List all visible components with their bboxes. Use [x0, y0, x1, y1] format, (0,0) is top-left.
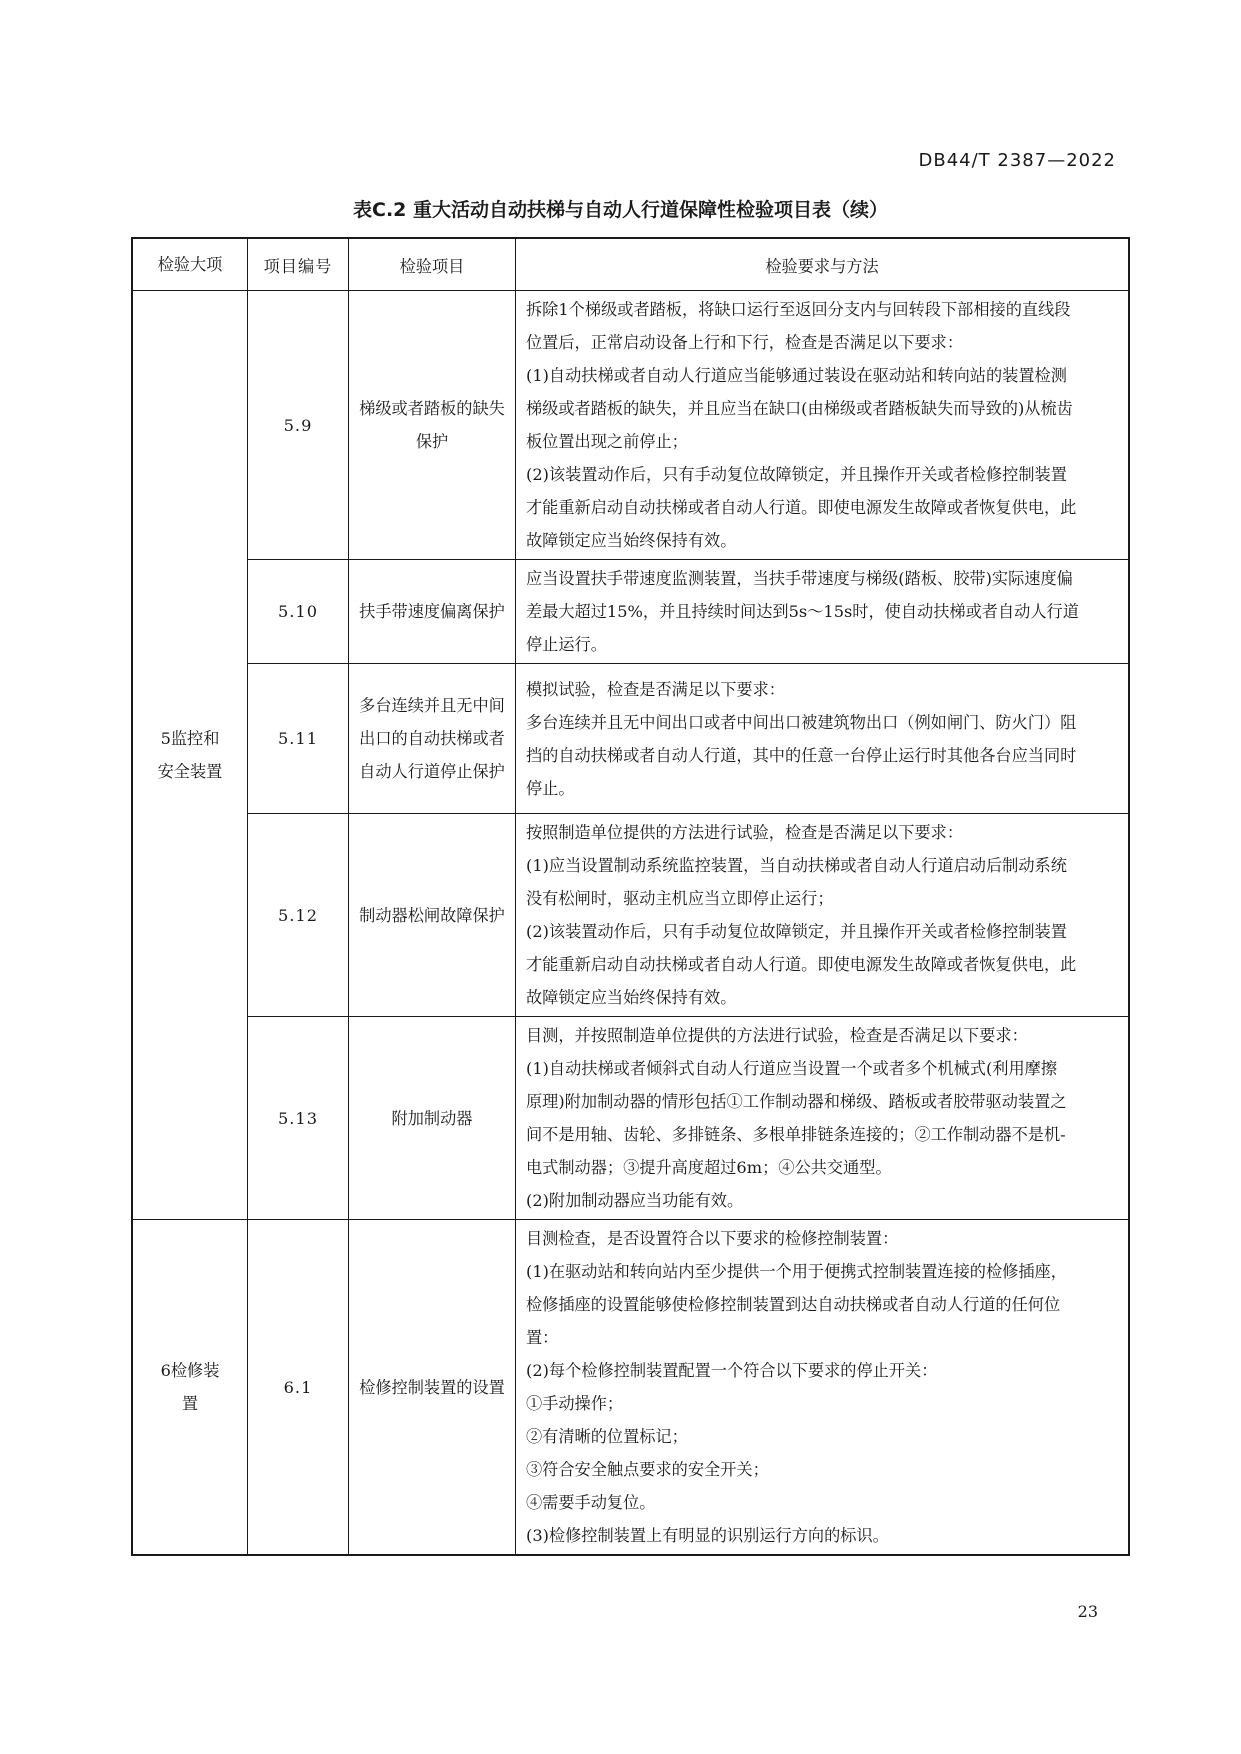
table-row [132, 814, 1129, 1017]
item-name: 检修控制装置的设置 [349, 1220, 516, 1556]
inspection-table [131, 237, 1130, 1556]
requirement-line: 故障锁定应当始终保持有效。 [526, 988, 737, 1007]
requirement-cell [516, 560, 1130, 664]
item-name: 多台连续并且无中间出口的自动扶梯或者自动人行道停止保护 [349, 664, 516, 814]
column-header: 检验项目 [349, 238, 516, 291]
item-number: 5.9 [248, 291, 349, 560]
item-name: 扶手带速度偏离保护 [349, 560, 516, 664]
requirement-line: ④需要手动复位。 [526, 1493, 656, 1512]
requirement-line: 间不是用轴、齿轮、多排链条、多根单排链条连接的；②工作制动器不是机- [526, 1125, 1066, 1144]
requirement-line: ②有清晰的位置标记； [526, 1427, 688, 1446]
standard-code: DB44/T 2387—2022 [918, 150, 1116, 171]
column-header: 检验要求与方法 [516, 238, 1130, 291]
requirement-line: (1)应当设置制动系统监控装置，当自动扶梯或者自动人行道启动后制动系统 [526, 856, 1067, 875]
requirement-line: 才能重新启动自动扶梯或者自动人行道。即使电源发生故障或者恢复供电，此 [526, 955, 1077, 974]
page-number: 23 [1077, 1602, 1098, 1621]
requirement-line: 位置后，正常启动设备上行和下行，检查是否满足以下要求： [526, 333, 964, 352]
requirement-line: 没有松闸时，驱动主机应当立即停止运行； [526, 889, 834, 908]
requirement-line: ①手动操作； [526, 1394, 624, 1413]
requirement-line: 拆除1个梯级或者踏板，将缺口运行至返回分支内与回转段下部相接的直线段 [526, 300, 1071, 319]
item-number: 5.12 [248, 814, 349, 1017]
requirement-line: 目测，并按照制造单位提供的方法进行试验，检查是否满足以下要求： [526, 1026, 1028, 1045]
requirement-line: 多台连续并且无中间出口或者中间出口被建筑物出口（例如闸门、防火门）阻 [526, 712, 1077, 732]
requirement-cell [516, 1220, 1130, 1556]
requirement-line: 模拟试验，检查是否满足以下要求： [526, 679, 785, 699]
table-row [132, 664, 1129, 814]
requirement-line: (2)附加制动器应当功能有效。 [526, 1191, 744, 1210]
item-name: 附加制动器 [349, 1017, 516, 1220]
requirement-line: ③符合安全触点要求的安全开关； [526, 1460, 769, 1479]
requirement-line: 原理)附加制动器的情形包括①工作制动器和梯级、踏板或者胶带驱动装置之 [526, 1092, 1067, 1111]
category-cell: 6检修装 置 [132, 1220, 248, 1556]
requirement-line: 故障锁定应当始终保持有效。 [526, 531, 737, 550]
requirement-line: (1)自动扶梯或者倾斜式自动人行道应当设置一个或者多个机械式(利用摩擦 [526, 1059, 1058, 1078]
table-header-row [132, 238, 1129, 291]
requirement-line: 应当设置扶手带速度监测装置，当扶手带速度与梯级(踏板、胶带)实际速度偏 [526, 569, 1073, 588]
column-header: 项目编号 [248, 238, 349, 291]
requirement-line: 按照制造单位提供的方法进行试验，检查是否满足以下要求： [526, 823, 964, 842]
requirement-line: 差最大超过15%，并且持续时间达到5s～15s时，使自动扶梯或者自动人行道 [526, 602, 1079, 621]
table-row [132, 291, 1129, 560]
requirement-cell [516, 814, 1130, 1017]
requirement-line: 板位置出现之前停止； [526, 432, 688, 451]
requirement-line: 才能重新启动自动扶梯或者自动人行道。即使电源发生故障或者恢复供电，此 [526, 498, 1077, 517]
column-header: 检验大项 [132, 238, 248, 291]
requirement-line: 电式制动器；③提升高度超过6m；④公共交通型。 [526, 1158, 892, 1177]
requirement-line: (3)检修控制装置上有明显的识别运行方向的标识。 [526, 1526, 889, 1545]
requirement-line: (2)每个检修控制装置配置一个符合以下要求的停止开关： [526, 1361, 938, 1380]
requirement-cell [516, 1017, 1130, 1220]
requirement-cell [516, 291, 1130, 560]
item-name: 梯级或者踏板的缺失保护 [349, 291, 516, 560]
requirement-line: (1)自动扶梯或者自动人行道应当能够通过装设在驱动站和转向站的装置检测 [526, 366, 1067, 385]
requirement-cell [516, 664, 1130, 814]
table-row [132, 1220, 1129, 1556]
requirement-line: 置： [526, 1328, 559, 1347]
item-number: 5.10 [248, 560, 349, 664]
requirement-line: (2)该装置动作后，只有手动复位故障锁定，并且操作开关或者检修控制装置 [526, 465, 1067, 484]
table-row [132, 560, 1129, 664]
item-number: 6.1 [248, 1220, 349, 1556]
requirement-line: (2)该装置动作后，只有手动复位故障锁定，并且操作开关或者检修控制装置 [526, 922, 1067, 941]
requirement-line: (1)在驱动站和转向站内至少提供一个用于便携式控制装置连接的检修插座， [526, 1262, 1067, 1281]
item-number: 5.13 [248, 1017, 349, 1220]
requirement-line: 挡的自动扶梯或者自动人行道，其中的任意一台停止运行时其他各台应当同时 [526, 745, 1077, 765]
requirement-line: 停止运行。 [526, 635, 607, 654]
table-title: 表C.2 重大活动自动扶梯与自动人行道保障性检验项目表（续） [353, 199, 888, 221]
requirement-line: 停止。 [526, 778, 575, 798]
item-name: 制动器松闸故障保护 [349, 814, 516, 1017]
requirement-line: 目测检查，是否设置符合以下要求的检修控制装置： [526, 1229, 899, 1248]
requirement-line: 梯级或者踏板的缺失，并且应当在缺口(由梯级或者踏板缺失而导致的)从梳齿 [526, 399, 1073, 418]
requirement-line: 检修插座的设置能够使检修控制装置到达自动扶梯或者自动人行道的任何位 [526, 1295, 1061, 1314]
table-row [132, 1017, 1129, 1220]
item-number: 5.11 [248, 664, 349, 814]
category-cell: 5监控和 安全装置 [132, 291, 248, 1220]
